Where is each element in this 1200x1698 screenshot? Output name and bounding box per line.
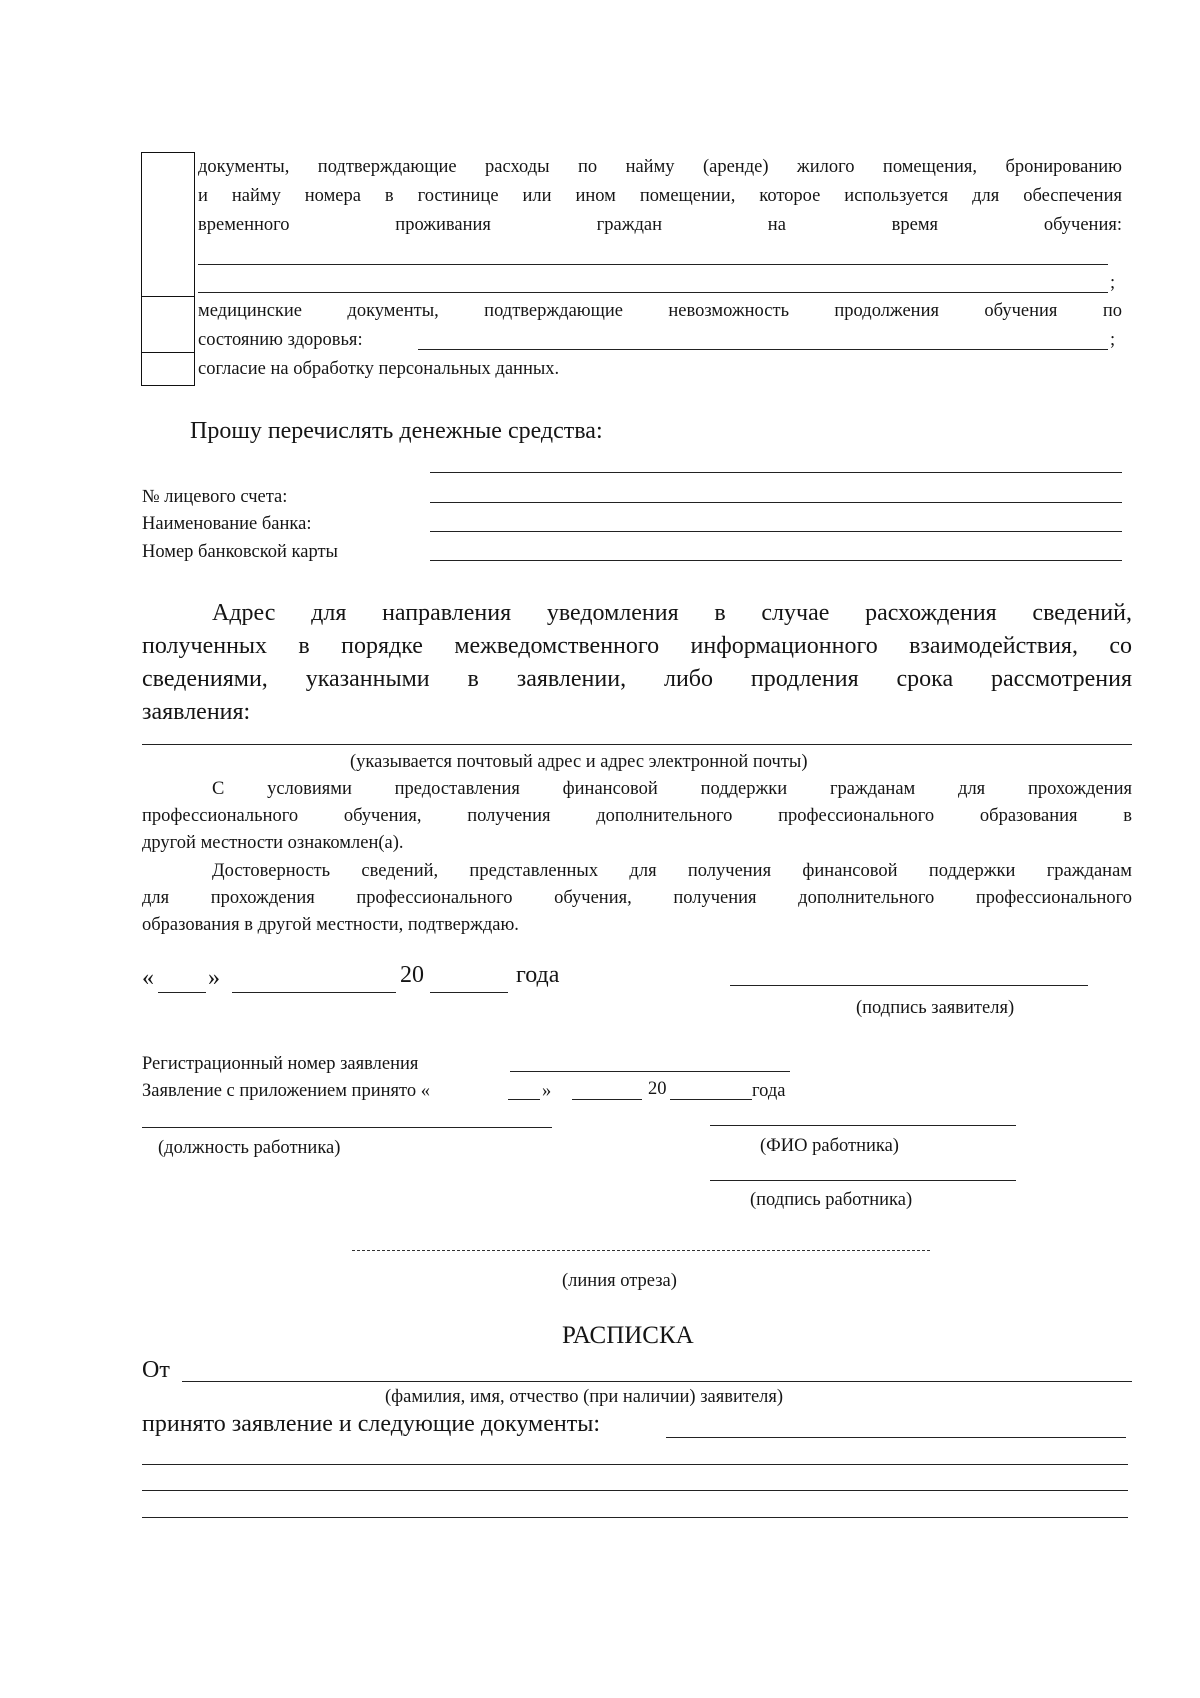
payment-top-line xyxy=(430,472,1122,473)
date-open-quote: « xyxy=(142,965,154,991)
housing-docs-line-3: временного проживания граждан на время обучения: xyxy=(198,215,1122,235)
date-year-prefix: 20 xyxy=(400,962,424,988)
account-number-label: № лицевого счета: xyxy=(142,487,288,507)
accepted-year-suffix: года xyxy=(752,1081,786,1101)
housing-docs-line-1: документы, подтверждающие расходы по найму (аренде) жилого помещения, бронированию xyxy=(198,157,1122,177)
medical-docs-line-1: медицинские документы, подтверждающие невозможность продолжения обучения по xyxy=(198,301,1122,321)
checkbox-bottom-border xyxy=(141,385,195,386)
medical-docs-fill-line[interactable] xyxy=(418,349,1108,350)
cut-line xyxy=(352,1250,930,1251)
accepted-month-field[interactable] xyxy=(572,1099,642,1100)
address-paragraph-line-1: Адрес для направления уведомления в случае расхождения сведений, xyxy=(212,600,1132,626)
reliability-line-2: для прохождения профессионального обучения, получения дополнительного профессионального xyxy=(142,888,1132,908)
applicant-signature-caption: (подпись заявителя) xyxy=(856,998,1015,1018)
bank-name-label: Наименование банка: xyxy=(142,514,312,534)
conditions-line-3: другой местности ознакомлен(а). xyxy=(142,833,404,853)
account-number-field[interactable] xyxy=(430,502,1122,503)
accepted-close-quote: » xyxy=(542,1081,552,1101)
address-paragraph-line-3: сведениями, указанными в заявлении, либо продления срока рассмотрения xyxy=(142,666,1132,692)
reg-number-label: Регистрационный номер заявления xyxy=(142,1054,419,1074)
applicant-signature-field[interactable] xyxy=(730,985,1088,986)
checkbox-column-right-border xyxy=(194,152,195,386)
worker-position-field[interactable] xyxy=(142,1127,552,1128)
receipt-from-label: От xyxy=(142,1357,170,1383)
accepted-day-field[interactable] xyxy=(508,1099,540,1100)
medical-docs-line-2: состоянию здоровья: xyxy=(198,330,363,350)
address-paragraph-line-2: полученных в порядке межведомственного информационного взаимодействия, со xyxy=(142,633,1132,659)
medical-docs-end-mark: ; xyxy=(1110,330,1116,350)
receipt-documents-field-4[interactable] xyxy=(142,1517,1128,1518)
address-paragraph-line-4: заявления: xyxy=(142,699,251,725)
receipt-from-caption: (фамилия, имя, отчество (при наличии) заявителя) xyxy=(385,1387,784,1407)
housing-docs-end-mark: ; xyxy=(1110,273,1116,293)
housing-docs-fill-line-2[interactable] xyxy=(198,292,1108,293)
reliability-line-1: Достоверность сведений, представленных для получения финансовой поддержки гражданам xyxy=(212,861,1132,881)
consent-line: согласие на обработку персональных данных. xyxy=(198,359,560,379)
worker-fio-caption: (ФИО работника) xyxy=(760,1136,899,1156)
address-field[interactable] xyxy=(142,744,1132,745)
date-day-field[interactable] xyxy=(158,992,206,993)
receipt-documents-field-2[interactable] xyxy=(142,1464,1128,1465)
accepted-year-prefix: 20 xyxy=(648,1079,667,1099)
bank-name-field[interactable] xyxy=(430,531,1122,532)
worker-signature-field[interactable] xyxy=(710,1180,1016,1181)
receipt-documents-field-3[interactable] xyxy=(142,1490,1128,1491)
receipt-accepted-label: принято заявление и следующие документы: xyxy=(142,1411,601,1437)
conditions-line-1: С условиями предоставления финансовой поддержки гражданам для прохождения xyxy=(212,779,1132,799)
receipt-documents-field-1[interactable] xyxy=(666,1437,1126,1438)
receipt-title: РАСПИСКА xyxy=(562,1322,694,1349)
address-caption: (указывается почтовый адрес и адрес электронной почты) xyxy=(350,752,808,772)
card-number-label: Номер банковской карты xyxy=(142,542,338,562)
reg-number-field[interactable] xyxy=(510,1071,790,1072)
conditions-line-2: профессионального обучения, получения дополнительного профессионального образования в xyxy=(142,806,1132,826)
checkbox-housing-documents[interactable] xyxy=(142,153,194,296)
housing-docs-fill-line-1[interactable] xyxy=(198,264,1108,265)
receipt-from-field[interactable] xyxy=(182,1381,1132,1382)
worker-fio-field[interactable] xyxy=(710,1125,1016,1126)
payment-heading: Прошу перечислять денежные средства: xyxy=(190,418,603,444)
card-number-field[interactable] xyxy=(430,560,1122,561)
reliability-line-3: образования в другой местности, подтверждаю. xyxy=(142,915,519,935)
accepted-label: Заявление с приложением принято « xyxy=(142,1081,430,1101)
checkbox-personal-data-consent[interactable] xyxy=(142,353,194,385)
housing-docs-line-2: и найму номера в гостинице или ином помещении, которое используется для обеспечения xyxy=(198,186,1122,206)
date-year-suffix: года xyxy=(516,962,560,988)
cut-line-caption: (линия отреза) xyxy=(562,1271,677,1291)
accepted-year-field[interactable] xyxy=(670,1099,752,1100)
checkbox-medical-documents[interactable] xyxy=(142,297,194,352)
worker-signature-caption: (подпись работника) xyxy=(750,1190,913,1210)
date-close-quote: » xyxy=(208,965,220,991)
worker-position-caption: (должность работника) xyxy=(158,1138,341,1158)
date-month-field[interactable] xyxy=(232,992,396,993)
date-year-field[interactable] xyxy=(430,992,508,993)
